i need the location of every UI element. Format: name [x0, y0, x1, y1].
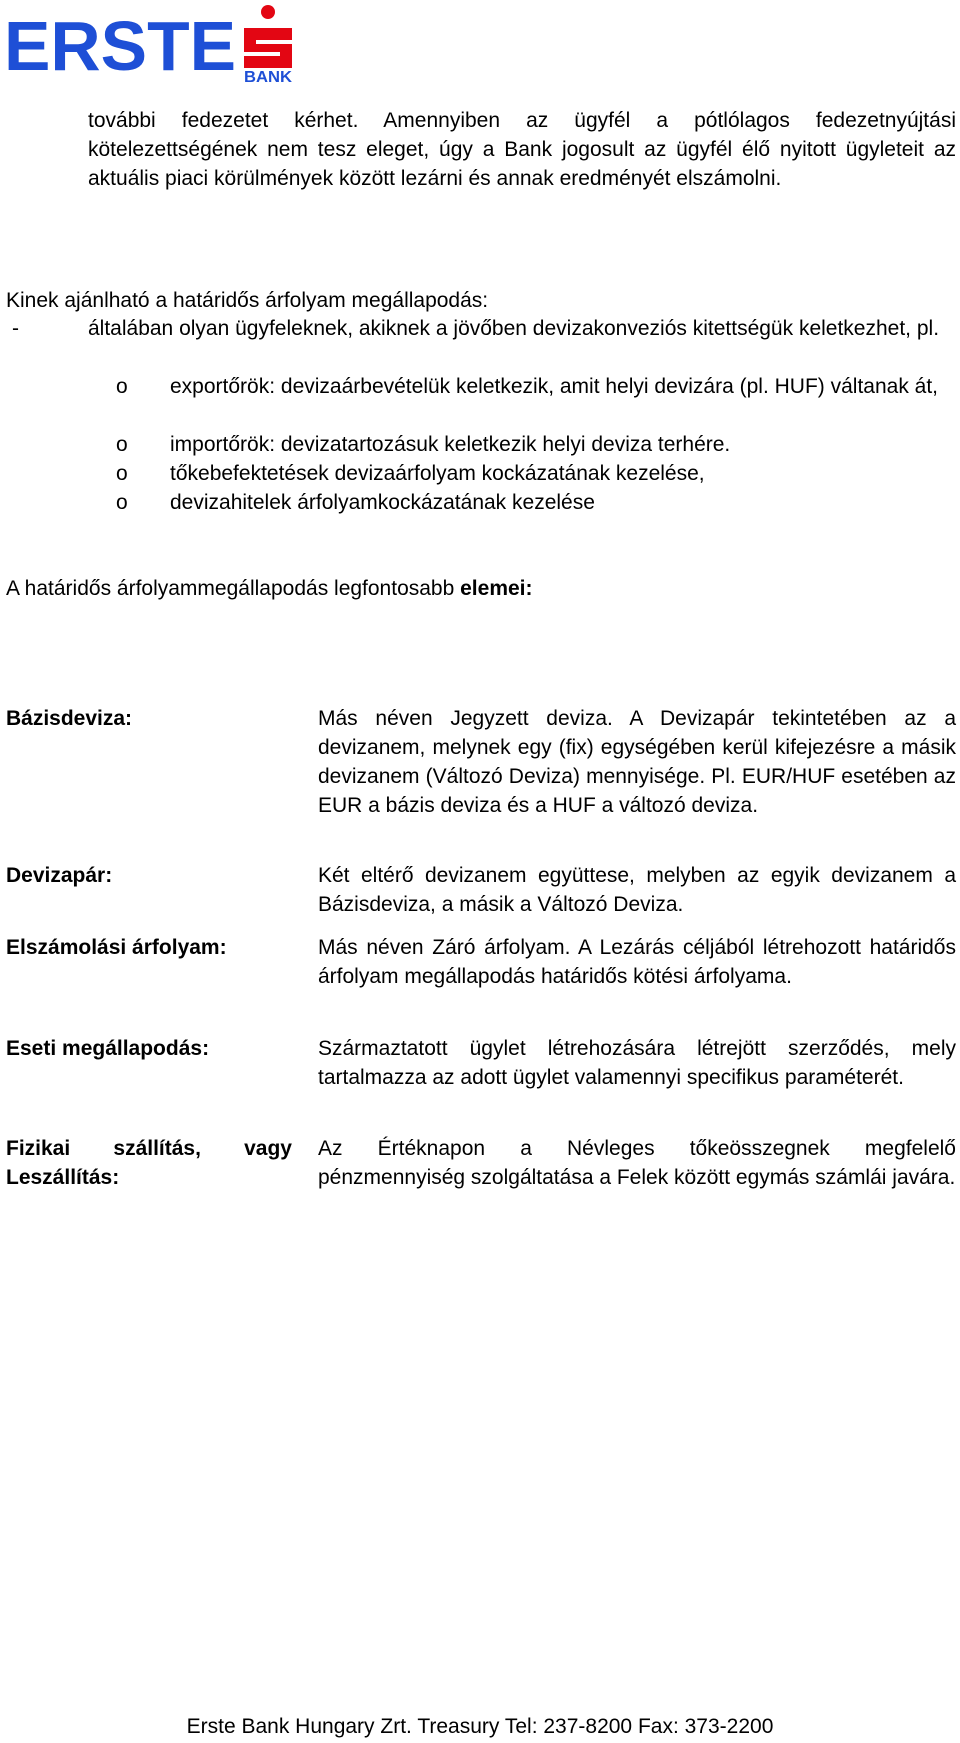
- intro-paragraph: további fedezetet kérhet. Amennyiben az ügyfél a pótlólagos fedezetnyújtási kötelezettségének nem tesz eleget, úgy a Bank jogosult az ügyfél élő nyitott ügyleteit az aktuális piaci körülmények között lezárni és annak eredményét elszámolni.: [88, 109, 956, 190]
- term-definition: Más néven Jegyzett deviza. A Devizapár tekintetében az a devizanem, melynek egy (fix) egységében kerül kifejezésre a másik devizanem (Változó Deviza) mennyisége. Pl. EUR/HUF esetében az EUR a bázis deviza és a HUF a változó deviza.: [318, 707, 956, 817]
- term-label: Fizikai szállítás, vagy Leszállítás:: [6, 1137, 292, 1189]
- term-definition: Az Értéknapon a Névleges tőkeösszegnek megfelelő pénzmennyiség szolgáltatása a Felek között egymás számlái javára.: [318, 1137, 956, 1189]
- logo-emblem-s: [244, 28, 292, 68]
- term-definition: Származtatott ügylet létrehozására létrejött szerződés, mely tartalmazza az adott ügylet valamennyi specifikus paraméterét.: [318, 1037, 956, 1089]
- term-label: Elszámolási árfolyam:: [6, 936, 227, 959]
- term-label: Devizapár:: [6, 864, 113, 887]
- term-label: Eseti megállapodás:: [6, 1037, 210, 1060]
- sub-item-text: importőrök: devizatartozásuk keletkezik helyi deviza terhére.: [170, 433, 731, 456]
- elements-heading-text: A határidős árfolyammegállapodás legfontosabb: [6, 577, 461, 600]
- term-definition: Más néven Záró árfolyam. A Lezárás céljából létrehozott határidős árfolyam megállapodás határidős kötési árfolyama.: [318, 936, 956, 988]
- bullet-marker: o: [116, 375, 128, 398]
- kinek-heading: Kinek ajánlható a határidős árfolyam megállapodás:: [6, 289, 489, 312]
- elements-heading-bold: elemei:: [460, 577, 533, 600]
- bullet-marker: o: [116, 491, 128, 514]
- erste-bank-logo: [4, 2, 294, 84]
- dash-marker: -: [12, 317, 19, 340]
- term-definition: Két eltérő devizanem együttese, melyben az egyik devizanem a Bázisdeviza, a másik a Változó Deviza.: [318, 864, 956, 916]
- logo-wordmark: ERSTE: [4, 7, 236, 84]
- bullet-marker: o: [116, 433, 128, 456]
- elements-heading: [6, 574, 956, 603]
- sub-item-text: devizahitelek árfolyamkockázatának kezelése: [170, 491, 595, 514]
- dash-item-text: általában olyan ügyfeleknek, akiknek a jövőben devizakonveziós kitettségük keletkezhet, pl.: [88, 317, 940, 340]
- logo-emblem-dot: [261, 5, 275, 19]
- logo-bank-label: BANK: [244, 69, 293, 84]
- sub-item-text: tőkebefektetések devizaárfolyam kockázatának kezelése,: [170, 462, 705, 485]
- bullet-marker: o: [116, 462, 128, 485]
- sub-item-text: exportőrök: devizaárbevételük keletkezik, amit helyi devizára (pl. HUF) váltanak át,: [170, 375, 938, 398]
- term-label: Bázisdeviza:: [6, 707, 133, 730]
- page-footer: Erste Bank Hungary Zrt. Treasury Tel: 237-8200 Fax: 373-2200: [186, 1715, 774, 1738]
